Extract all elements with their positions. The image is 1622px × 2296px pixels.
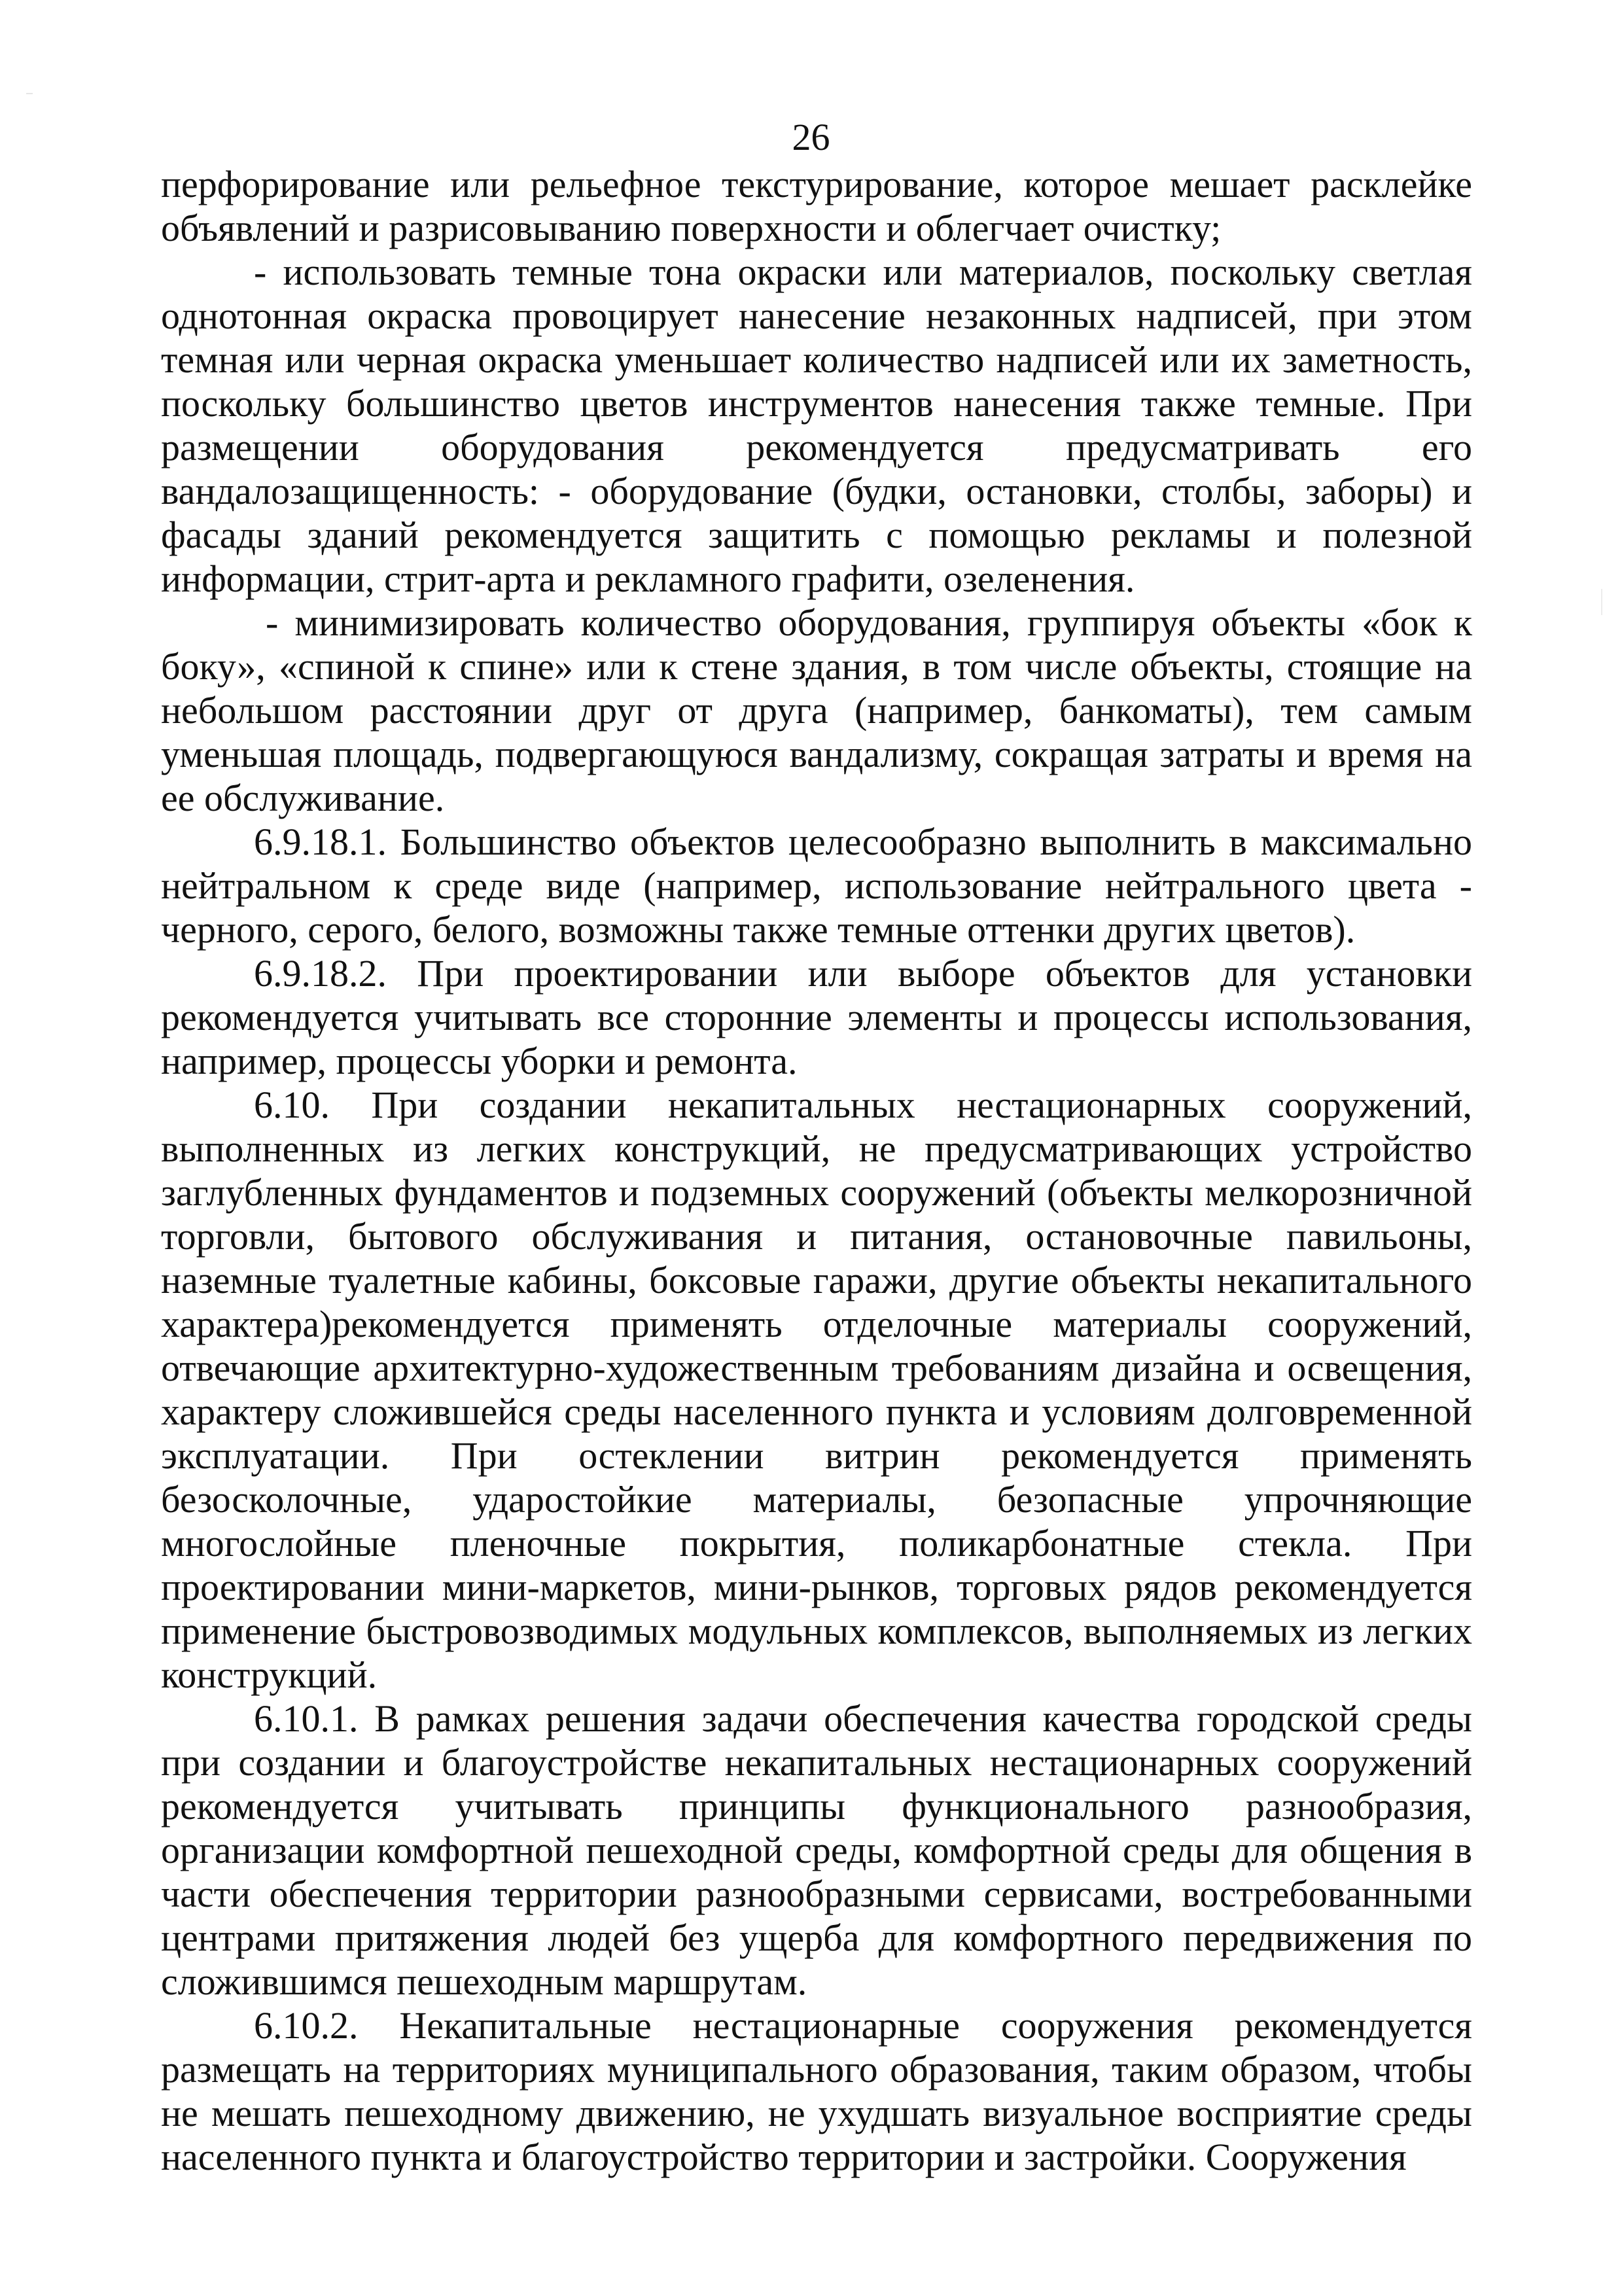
- paragraph-6-10: 6.10. При создании некапитальных нестационарных сооружений, выполненных из легких конструкций, не предусматривающих устройство заглубленных фундаментов и подземных сооружений (объекты мелкорозничной торговли, бытового обслуживания и питания, остановочные павильоны, наземные туалетные кабины, боксовые гаражи, другие объекты некапитального характера)рекомендуется применять отделочные материалы сооружений, отвечающие архитектурно-художественным требованиям дизайна и освещения, характеру сложившейся среды населенного пункта и условиям долговременной эксплуатации. При остеклении витрин рекомендуется применять безосколочные, ударостойкие материалы, безопасные упрочняющие многослойные пленочные покрытия, поликарбонатные стекла. При проектировании мини-маркетов, мини-рынков, торговых рядов рекомендуется применение быстровозводимых модульных комплексов, выполняемых из легких конструкций.: [161, 1084, 1472, 1696]
- paragraph-dark-tones: - использовать темные тона окраски или материалов, поскольку светлая однотонная окраска провоцирует нанесение незаконных надписей, при этом темная или черная окраска уменьшает количество надписей или их заметность, поскольку большинство цветов инструментов нанесения также темные. При размещении оборудования рекомендуется предусматривать его вандалозащищенность: - оборудование (будки, остановки, столбы, заборы) и фасады зданий рекомендуется защитить с помощью рекламы и полезной информации, стрит-арта и рекламного графити, озеленения.: [161, 251, 1472, 600]
- page-number: 26: [792, 116, 830, 158]
- paragraph-6-9-18-1: 6.9.18.1. Большинство объектов целесообразно выполнить в максимально нейтральном к среде виде (например, использование нейтрального цвета - черного, серого, белого, возможны также темные оттенки других цветов).: [161, 821, 1472, 951]
- paragraph-6-10-2: 6.10.2. Некапитальные нестационарные сооружения рекомендуется размещать на территориях муниципального образования, таким образом, чтобы не мешать пешеходному движению, не ухудшать визуальное восприятие среды населенного пункта и благоустройство территории и застройки. Сооружения: [161, 2004, 1472, 2178]
- paragraph-6-10-1: 6.10.1. В рамках решения задачи обеспечения качества городской среды при создании и благоустройстве некапитальных нестационарных сооружений рекомендуется учитывать принципы функционального разнообразия, организации комфортной пешеходной среды, комфортной среды для общения в части обеспечения территории разнообразными сервисами, востребованными центрами притяжения людей без ущерба для комфортного передвижения по сложившимся пешеходным маршрутам.: [161, 1697, 1472, 2003]
- paragraph-continuation: перфорирование или рельефное текстурирование, которое мешает расклейке объявлений и разрисовыванию поверхности и облегчает очистку;: [161, 163, 1472, 249]
- body-text: [161, 162, 1472, 2179]
- scan-artifact: [26, 93, 33, 94]
- scan-artifact: [1601, 589, 1602, 615]
- paragraph-minimize-equipment: - минимизировать количество оборудования, группируя объекты «бок к боку», «спиной к спине» или к стене здания, в том числе объекты, стоящие на небольшом расстоянии друг от друга (например, банкоматы), тем самым уменьшая площадь, подвергающуюся вандализму, сокращая затраты и время на ее обслуживание.: [161, 601, 1472, 819]
- paragraph-6-9-18-2: 6.9.18.2. При проектировании или выборе объектов для установки рекомендуется учитывать все сторонние элементы и процессы использования, например, процессы уборки и ремонта.: [161, 952, 1472, 1082]
